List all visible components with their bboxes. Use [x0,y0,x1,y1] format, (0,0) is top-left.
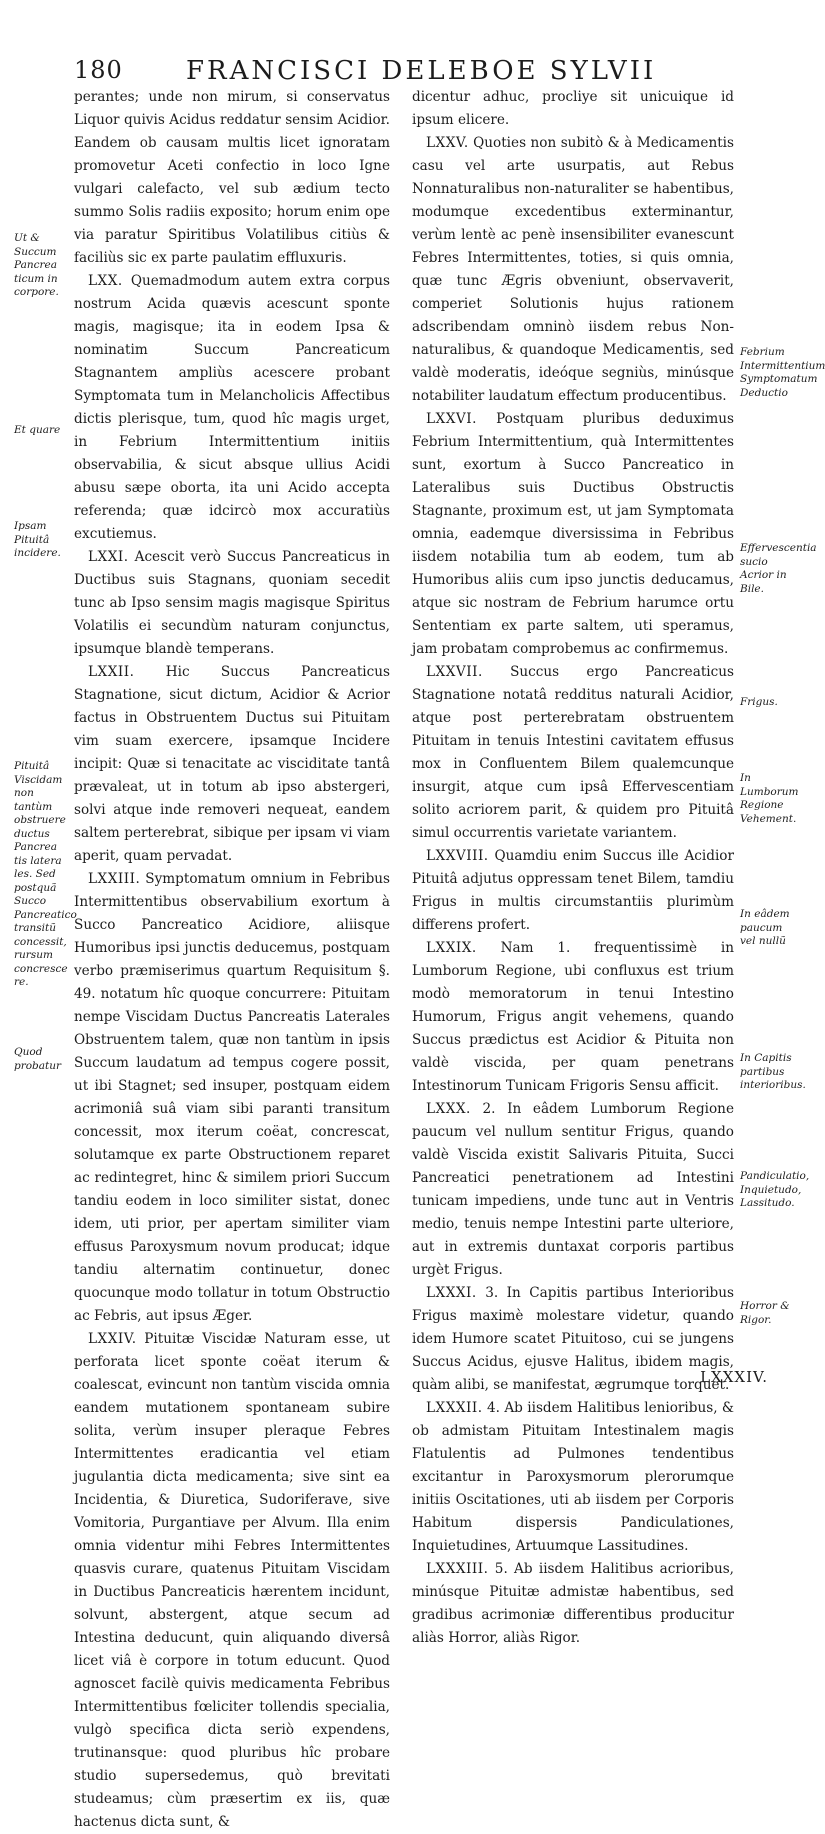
right-column [412,86,734,1650]
paragraph-text: 2. In eâdem Lumborum Regione paucum vel nullum sentitur Frigus, quando valdè Viscida existit Salivaris Pituita, Succi Pancreatici penetrationem ad Intestini tunicam impediens, unde tunc aut in Ventris medio, tenuis nempe Intestini parte ulteriore, aut in extremis duntaxat corporis partibus urgèt Frigus. [412,1101,734,1278]
paragraph-lxxvii [412,661,734,845]
paragraph-number: LXXXIII. [426,1561,489,1577]
margin-note: Frigus. [740,696,778,708]
paragraph-number: LXXVIII. [426,848,489,864]
margin-note: Et quare [14,424,61,436]
paragraph-text: Symptomatum omnium in Febribus Intermittentibus observabilium exortum à Succo Pancreatico Acidiore, aliisque Humoribus ipsi junctis deducemus, postquam verbo præmiserimus quartum Requisitum §. 49. notatum hîc quoque concurrere: Pituitam nempe Viscidam Ductus Pancreatis Laterales Obstruentem talem, quæ non tantùm in ipsis Succum laudatum ad tempus cogere possit, ut ibi Stagnet; sed insuper, postquam eidem acrimoniâ suâ viam sibi paranti transitum concessit, mox iterum coëat, concrescat, solutamque ex parte Obstructionem reparet ac redintegret, hinc & similem priori Succum tandiu eodem in loco similiter sistat, donec idem, uti prior, per apertam similiter viam effusus Paroxysmum novum producat; idque tandiu alternatim continuetur, donec quocunque modo tollatur in totum Obstructio ac Febris, aut ipsus Æger. [74,871,391,1324]
paragraph-lxxv [412,132,734,408]
paragraph-text: Quamdiu enim Succus ille Acidior Pituitâ adjutus oppressam tenet Bilem, tamdiu Frigus in multis circumstantiis plurimùm differens profert. [412,848,734,933]
paragraph-lxx [74,270,390,546]
paragraph-text: 4. Ab iisdem Halitibus lenioribus, & ob admistam Pituitam Intestinalem magis Flatulentis ad Pulmones tendentibus excitantur in Paroxysmorum plerorumque initiis Oscitationes, uti ab iisdem per Corporis Habitum dispersis Pandiculationes, Inquietudines, Artuumque Lassitudines. [412,1400,734,1554]
running-head: FRANCISCI DELEBOE SYLVII [186,56,657,86]
paragraph-continuation [412,86,734,132]
paragraph-lxxiii [74,868,390,1328]
paragraph-number: LXXX. [426,1101,471,1117]
paragraph-number: LXXXI. [426,1285,477,1301]
margin-note: In eâdem paucum vel nullũ [740,908,790,947]
paragraph-number: LXXIV. [88,1331,137,1347]
paragraph-continuation [74,86,390,270]
paragraph-lxxxii [412,1397,734,1558]
paragraph-number: LXXV. [426,135,469,151]
paragraph-lxxxi [412,1282,734,1397]
paragraph-number: LXXI. [88,549,129,565]
catchword: LXXXIV. [700,1368,768,1386]
margin-note: In Lumborum Regione Vehement. [740,772,799,825]
margin-note: In Capitis partibus interioribus. [740,1052,806,1091]
paragraph-text: Quoties non subitò & à Medicamentis casu vel arte usurpatis, aut Rebus Nonnaturalibus non-naturaliter se habentibus, modumque excedentibus exterminantur, verùm lentè ac penè insensibiliter evanescunt Febres Intermittentes, toties, si quis omnia, quæ tunc Ægris obveniunt, observaverit, comperiet Solutionis hujus rationem adscribendam omninò iisdem rebus Non-naturalibus, & quandoque Medicamentis, sed valdè moderatis, ideóque segniùs, minúsque notabiliter laudatum effectum producentibus. [412,135,734,404]
paragraph-number: LXXVII. [426,664,483,680]
margin-note: Effervescentia sucio Acrior in Bile. [740,542,817,595]
paragraph-lxxviii [412,845,734,937]
paragraph-number: LXXVI. [426,411,477,427]
paragraph-text: Acescit verò Succus Pancreaticus in Ductibus suis Stagnans, quoniam secedit tunc ab Ipso sensim magis magisque Spiritus Volatilis ei secundùm naturam conjunctus, ipsumque blandè temperans. [74,549,390,657]
left-column [74,86,390,1834]
paragraph-text: Quemadmodum autem extra corpus nostrum Acida quævis acescunt sponte magis, magisque; ita in eodem Ipsa & nominatim Succum Pancreaticum Stagnantem ampliùs acescere probant Symptomata tum in Melancholicis Affectibus dictis plerisque, tum, quod hîc magis urget, in Febrium Intermittentium initiis observabilia, & sicut absque ullius Acidi abusu sæpe oborta, ita uni Acido accepta referenda; quæ idcircò mox accuratiùs excutiemus. [74,273,390,542]
paragraph-text: Succus ergo Pancreaticus Stagnatione notatâ redditus naturali Acidior, atque post perterebratam obstruentem Pituitam in tenuis Intestini cavitatem effusus mox in Confluentem Bilem qualemcunque insurgit, atque cum ipsâ Effervescentiam solito acriorem parit, & quidem pro Pituitâ simul occurrentis varietate variantem. [412,664,734,841]
page-header [74,56,774,88]
paragraph-number: LXXII. [88,664,135,680]
margin-note: Pandiculatio, Inquietudo, Lassitudo. [740,1170,810,1209]
margin-note: Pituitâ Viscidam non tantùm obstruere ductus Pancrea tis latera les. Sed postquã Succo Pancreatico transitũ concessit, rursum concresce re. [14,760,77,988]
paragraph-text: Hic Succus Pancreaticus Stagnatione, sicut dictum, Acidior & Acrior factus in Obstruentem Ductus sui Pituitam vim suam exercere, ipsamque Incidere incipit: Quæ si tenacitate ac visciditate tantâ prævaleat, ut in totum ab ipso abstergeri, solvi atque inde removeri nequeat, eandem saltem perterebrat, sibique per ipsam vi viam aperit, quam pervadat. [74,664,390,864]
paragraph-text: 3. In Capitis partibus Interioribus Frigus maximè molestare videtur, quando idem Humore scatet Pituitoso, cui se jungens Succus Acidus, ejusve Halitus, ibidem magis, quàm alibi, se manifestat, ægrumque torquet. [412,1285,734,1393]
paragraph-text: dicentur adhuc, procliye sit unicuique id ipsum elicere. [412,89,734,128]
paragraph-lxxi [74,546,390,661]
margin-note: Quod probatur [14,1046,62,1072]
paragraph-lxxiv [74,1328,390,1834]
margin-note: Horror & Rigor. [740,1300,790,1326]
paragraph-lxxx [412,1098,734,1282]
margin-note: Febrium Intermittentium Symptomatum Deductio [740,346,825,399]
paragraph-number: LXXIX. [426,940,477,956]
paragraph-number: LXXXII. [426,1400,483,1416]
paragraph-text: Postquam pluribus deduximus Febrium Intermittentium, quà Intermittentes sunt, exortum à Succo Pancreatico in Lateralibus suis Ductibus Obstructis Stagnante, proximum est, ut jam Symptomata omnia, eademque diversissima in Febribus iisdem notabilia tum ab eodem, tum ab Humoribus aliis cum ipso junctis deducamus, atque sic nostram de Febrium harumce ortu Sententiam ex parte saltem, uti speramus, jam probatam comprobemus ac confirmemus. [412,411,734,657]
paragraph-text: Nam 1. frequentissimè in Lumborum Regione, ubi confluxus est trium modò memoratorum in tenui Intestino Humorum, Frigus angit vehemens, quando Succus prædictus est Acidior & Pituita non valdè viscida, per quam penetrans Intestinorum Tunicam Frigoris Sensu afficit. [412,940,734,1094]
margin-note: Ut & Succum Pancrea ticum in corpore. [14,232,59,298]
paragraph-lxxvi [412,408,734,661]
page-number: 180 [74,56,123,84]
paragraph-text: 5. Ab iisdem Halitibus acrioribus, minúsque Pituitæ admistæ habentibus, sed gradibus acrimoniæ differentibus producitur aliàs Horror, aliàs Rigor. [412,1561,734,1646]
paragraph-text: perantes; unde non mirum, si conservatus Liquor quivis Acidus reddatur sensim Acidior. Eandem ob causam multis licet ignoratam promovetur Aceti confectio in loco Igne vulgari calefacto, vel sub ædium tecto summo Solis radiis exposito; horum enim ope via paratur Spiritibus Volatilibus citiùs & faciliùs sic ex parte paulatim effluxuris. [74,89,390,266]
paragraph-text: Pituitæ Viscidæ Naturam esse, ut perforata licet sponte coëat iterum & coalescat, evincunt non tantùm viscida omnia eandem mutationem spontaneam subire solita, verùm insuper pleraque Febres Intermittentes eradicantia vel etiam jugulantia dicta medicamenta; sive sint ea Incidentia, & Diuretica, Sudoriferave, sive Vomitoria, Purgantiave per Alvum. Illa enim omnia videntur mihi Febres Intermittentes quasvis curare, quatenus Pituitam Viscidam in Ductibus Pancreaticis hærentem incidunt, solvunt, abstergent, atque secum ad Intestina deducunt, quin aliquando diversâ licet viâ è corpore in totum educunt. Quod agnoscet facilè quivis medicamenta Febribus Intermittentibus fœliciter tollendis specialia, vulgò specifica dicta seriò expendens, trutinansque: quod pluribus hîc probare studio supersedemus, quò brevitati studeamus; cùm præsertim ex iis, quæ hactenus dicta sunt, & [74,1331,390,1830]
paragraph-number: LXX. [88,273,123,289]
paragraph-lxxxiii [412,1558,734,1650]
paragraph-lxxix [412,937,734,1098]
paragraph-number: LXXIII. [88,871,141,887]
paragraph-lxxii [74,661,390,868]
margin-note: Ipsam Pituitâ incidere. [14,520,61,559]
